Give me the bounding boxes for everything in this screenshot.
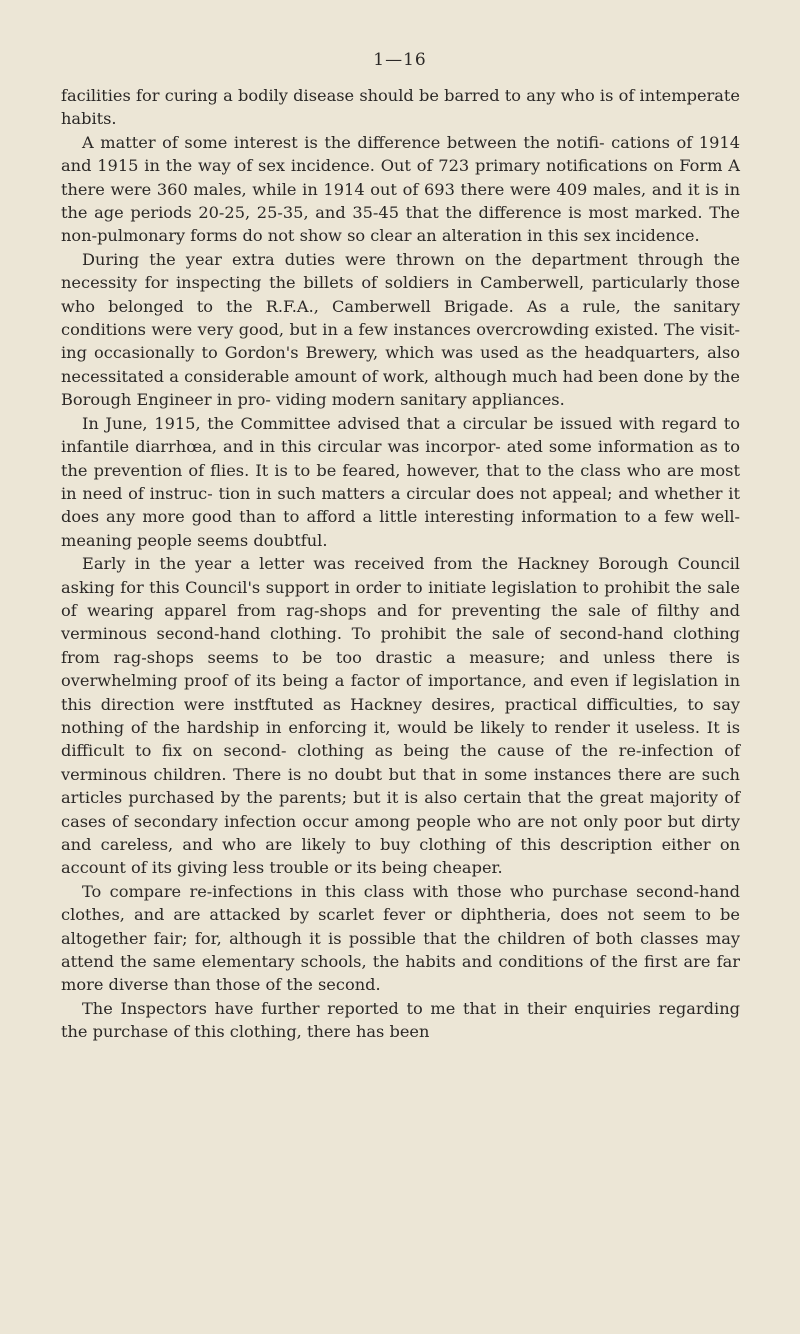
page-number: 1—16 (373, 50, 427, 70)
paragraph-intemperate-habits: facilities for curing a bodily disease should be barred to any who is of intemperate habits. (61, 86, 740, 129)
paragraph-infantile-diarrhoea-circular: In June, 1915, the Committee advised that a circular be issued with regard to infantile diarrhœa, and in this circular was incorpor- ated some information as to the prevention of flies. It is to be feared, however, that to the class who are most in need of instruc- tion in such matters a circular does not appeal; and whether it does any more good than to afford a little interesting information to a few well-meaning people seems doubtful. (61, 413, 740, 550)
paragraph-reinfection-comparison: To compare re-infections in this class with those who purchase second-hand clothes, and are attacked by scarlet fever or diphtheria, does not seem to be altogether fair; for, although it is possible that the children of both classes may attend the same elementary schools, the habits and conditions of the first are far more diverse than those of the second. (61, 881, 740, 995)
paragraph-sex-incidence: A matter of some interest is the difference between the notifi- cations of 1914 and 1915 in the way of sex incidence. Out of 723 primary notifications on Form A there were 360 males, while in 1914 out of 693 there were 409 males, and it is in the age periods 20-25, 25-35, and 35-45 that the difference is most marked. The non-pulmonary forms do not show so clear an alteration in this sex incidence. (61, 132, 740, 246)
paragraph-soldiers-billets: During the year extra duties were thrown on the department through the necessity for inspecting the billets of soldiers in Camberwell, particularly those who belonged to the R.F.A., Camberwell Brigade. As a rule, the sanitary conditions were very good, but in a few instances overcrowding existed. The visit- ing occasionally to Gordon's Brewery, which was used as the headquarters, also necessitated a considerable amount of work, although much had been done by the Borough Engineer in pro- viding modern sanitary appliances. (61, 249, 740, 410)
body-text (61, 84, 740, 1044)
paragraph-inspectors-report: The Inspectors have further reported to me that in their enquiries regarding the purchase of this clothing, there has been (61, 998, 740, 1042)
paragraph-hackney-legislation: Early in the year a letter was received from the Hackney Borough Council asking for this Council's support in order to initiate legislation to prohibit the sale of wearing apparel from rag-shops and for preventing the sale of filthy and verminous second-hand clothing. To prohibit the sale of second-hand clothing from rag-shops seems to be too drastic a measure; and unless there is overwhelming proof of its being a factor of importance, and even if legislation in this direction were instftuted as Hackney desires, practical difficulties, to say nothing of the hardship in enforcing it, would be likely to render it useless. It is difficult to fix on second- clothing as being the cause of the re-infection of verminous children. There is no doubt but that in some instances there are such articles purchased by the parents; but it is also certain that the great majority of cases of secondary infection occur among people who are not only poor but dirty and careless, and who are likely to buy clothing of this description either on account of its giving less trouble or its being cheaper. (61, 554, 740, 878)
